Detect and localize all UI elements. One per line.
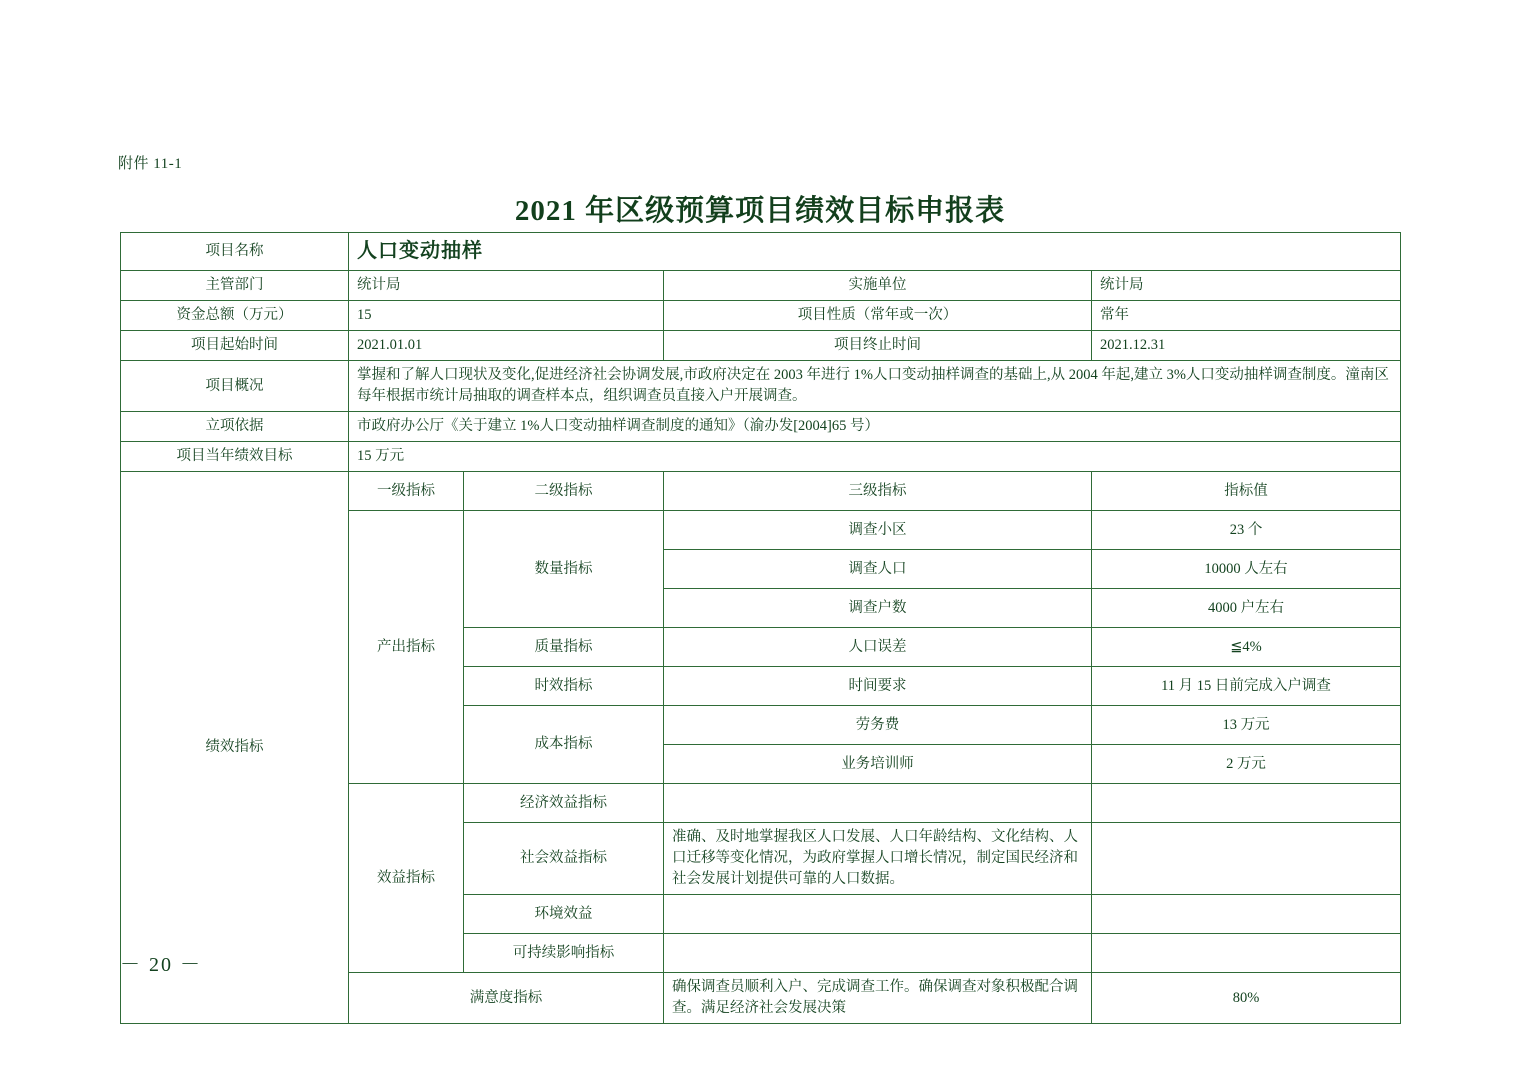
year-goal-value: 15 万元 xyxy=(349,442,1401,472)
overview-value: 掌握和了解人口现状及变化,促进经济社会协调发展,市政府决定在 2003 年进行 1%人口变动抽样调查的基础上,从 2004 年起,建立 3%人口变动抽样调查制度。潼南区每年根据市统计局抽取的调查样本点，组织调查员直接入户开展调查。 xyxy=(349,361,1401,412)
basis-label: 立项依据 xyxy=(121,412,349,442)
indicator-level3: 调查户数 xyxy=(664,589,1092,628)
indicator-value xyxy=(1092,895,1401,934)
indicator-value: 10000 人左右 xyxy=(1092,550,1401,589)
year-goal-label: 项目当年绩效目标 xyxy=(121,442,349,472)
indicator-level2: 时效指标 xyxy=(464,667,664,706)
overview-label: 项目概况 xyxy=(121,361,349,412)
indicator-value xyxy=(1092,784,1401,823)
table-row xyxy=(121,442,1401,472)
project-name-label: 项目名称 xyxy=(121,233,349,271)
output-indicator-label: 产出指标 xyxy=(349,511,464,784)
indicator-value: 80% xyxy=(1092,973,1401,1024)
header-value: 指标值 xyxy=(1092,472,1401,511)
indicator-level2: 成本指标 xyxy=(464,706,664,784)
end-value: 2021.12.31 xyxy=(1092,331,1401,361)
amount-label: 资金总额（万元） xyxy=(121,301,349,331)
table-row xyxy=(121,233,1401,271)
indicator-level2: 环境效益 xyxy=(464,895,664,934)
amount-value: 15 xyxy=(349,301,664,331)
indicator-level3 xyxy=(664,784,1092,823)
unit-label: 实施单位 xyxy=(664,271,1092,301)
indicator-value: 23 个 xyxy=(1092,511,1401,550)
header-level1: 一级指标 xyxy=(349,472,464,511)
indicator-level3: 人口误差 xyxy=(664,628,1092,667)
indicator-level2: 经济效益指标 xyxy=(464,784,664,823)
performance-indicator-label: 绩效指标 xyxy=(121,472,349,1024)
basis-value: 市政府办公厅《关于建立 1%人口变动抽样调查制度的通知》（渝办发[2004]65 号） xyxy=(349,412,1401,442)
indicator-level3: 调查人口 xyxy=(664,550,1092,589)
page-number: － 20 － xyxy=(120,954,202,976)
end-label: 项目终止时间 xyxy=(664,331,1092,361)
indicator-value: 13 万元 xyxy=(1092,706,1401,745)
table-row xyxy=(121,331,1401,361)
indicator-level3 xyxy=(664,895,1092,934)
indicator-level3: 准确、及时地掌握我区人口发展、人口年龄结构、文化结构、人口迁移等变化情况，为政府掌握人口增长情况，制定国民经济和社会发展计划提供可靠的人口数据。 xyxy=(664,823,1092,895)
indicator-level3: 时间要求 xyxy=(664,667,1092,706)
indicator-level3 xyxy=(664,934,1092,973)
indicator-level3: 劳务费 xyxy=(664,706,1092,745)
table-row xyxy=(121,412,1401,442)
indicator-value: 11 月 15 日前完成入户调查 xyxy=(1092,667,1401,706)
indicator-level2: 可持续影响指标 xyxy=(464,934,664,973)
nature-label: 项目性质（常年或一次） xyxy=(664,301,1092,331)
indicator-level2: 数量指标 xyxy=(464,511,664,628)
indicator-level2: 质量指标 xyxy=(464,628,664,667)
table-row xyxy=(121,271,1401,301)
table-row xyxy=(121,361,1401,412)
indicator-level2: 社会效益指标 xyxy=(464,823,664,895)
unit-value: 统计局 xyxy=(1092,271,1401,301)
indicator-value xyxy=(1092,823,1401,895)
performance-goal-table xyxy=(120,232,1401,1024)
indicator-value xyxy=(1092,934,1401,973)
attachment-label: 附件 11-1 xyxy=(118,156,183,172)
dept-value: 统计局 xyxy=(349,271,664,301)
start-label: 项目起始时间 xyxy=(121,331,349,361)
page-title: 2021 年区级预算项目绩效目标申报表 xyxy=(514,195,1006,227)
indicator-value: ≦4% xyxy=(1092,628,1401,667)
indicator-value: 2 万元 xyxy=(1092,745,1401,784)
indicator-level2: 满意度指标 xyxy=(349,973,664,1024)
project-name-value: 人口变动抽样 xyxy=(349,233,1401,271)
header-level2: 二级指标 xyxy=(464,472,664,511)
dept-label: 主管部门 xyxy=(121,271,349,301)
indicator-value: 4000 户左右 xyxy=(1092,589,1401,628)
indicator-header-row xyxy=(121,472,1401,511)
indicator-level3: 业务培训师 xyxy=(664,745,1092,784)
header-level3: 三级指标 xyxy=(664,472,1092,511)
nature-value: 常年 xyxy=(1092,301,1401,331)
table-row xyxy=(121,301,1401,331)
indicator-level3: 确保调查员顺利入户、完成调查工作。确保调查对象积极配合调查。满足经济社会发展决策 xyxy=(664,973,1092,1024)
benefit-indicator-label: 效益指标 xyxy=(349,784,464,973)
indicator-level3: 调查小区 xyxy=(664,511,1092,550)
start-value: 2021.01.01 xyxy=(349,331,664,361)
